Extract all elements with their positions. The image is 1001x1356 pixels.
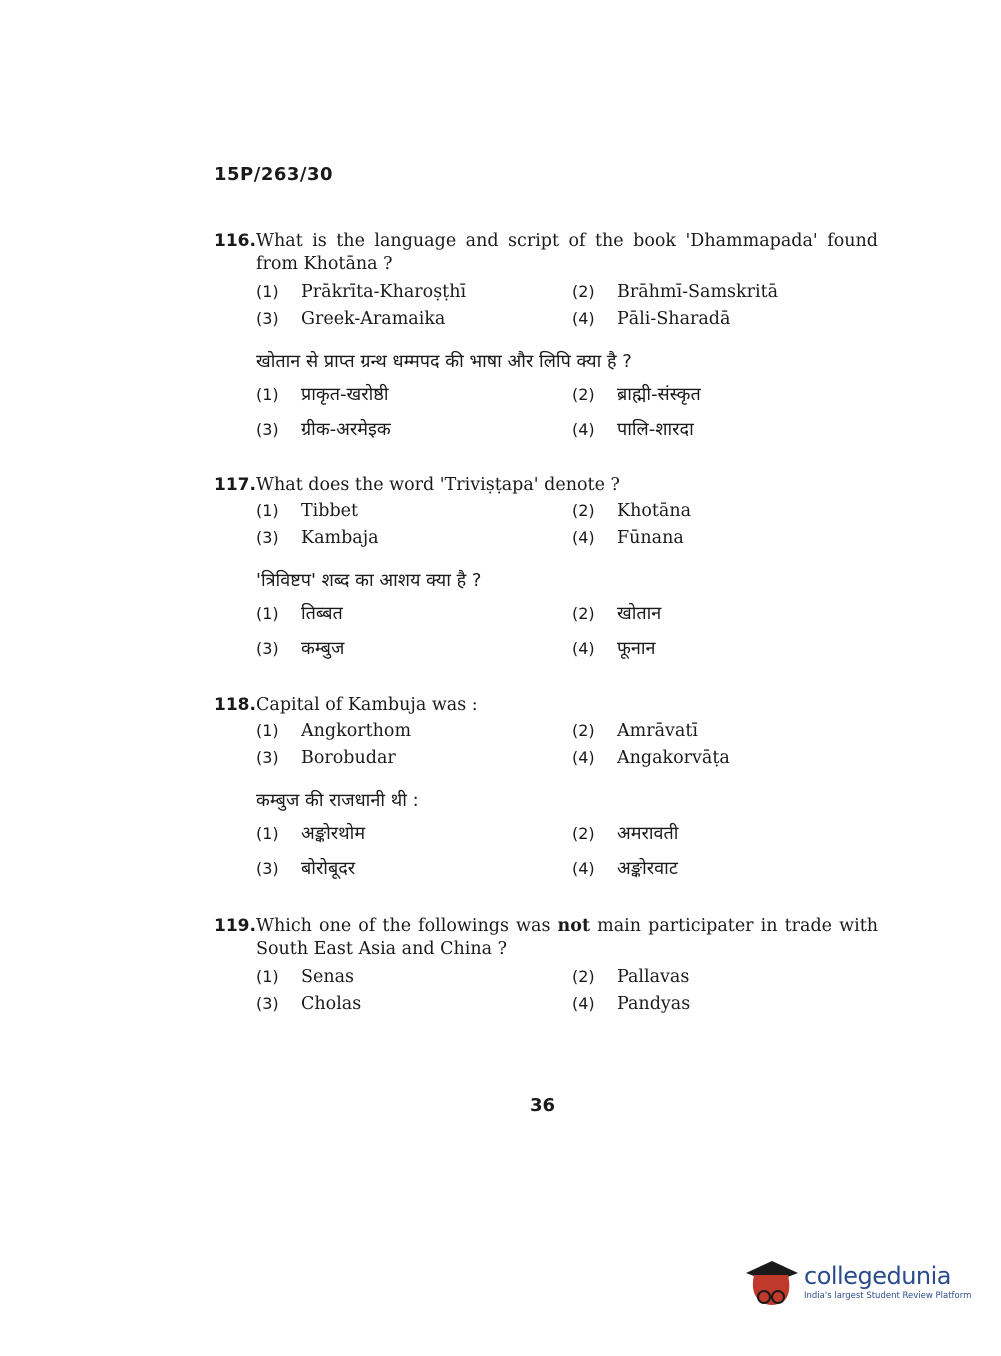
option-number: (1) [256, 824, 279, 843]
option [256, 721, 572, 748]
option-number: (3) [256, 994, 279, 1013]
question-stem-part: main participater in trade with South East Asia and China ? [256, 916, 878, 959]
logo-brand: collegedunia [804, 1262, 952, 1290]
option-number: (2) [572, 721, 595, 740]
option-text: अङ्कोरथोम [301, 823, 366, 844]
option [572, 748, 872, 775]
option [572, 501, 872, 528]
paper-code: 15P/263/30 [214, 164, 334, 185]
option [256, 528, 572, 555]
question-text-en [214, 230, 878, 276]
option-text: तिब्बत [301, 603, 343, 624]
option-number: (2) [572, 604, 595, 623]
question-116 [214, 230, 878, 452]
option-number: (3) [256, 420, 279, 439]
option-number: (1) [256, 385, 279, 404]
option [572, 417, 872, 452]
option-number: (1) [256, 967, 279, 986]
option-text: Pandyas [617, 994, 691, 1014]
option-number: (2) [572, 824, 595, 843]
option-number: (4) [572, 639, 595, 658]
option-text: खोतान [617, 603, 662, 624]
option-text: Khotāna [617, 501, 692, 521]
question-118 [214, 694, 878, 891]
option [572, 821, 872, 856]
question-text-en [214, 474, 878, 497]
option [256, 417, 572, 452]
option [256, 309, 572, 336]
page-number: 36 [530, 1095, 556, 1116]
option-text: फूनान [617, 638, 656, 659]
option-number: (1) [256, 282, 279, 301]
options-en [256, 967, 878, 1021]
option-text: Fūnana [617, 528, 684, 548]
option [256, 382, 572, 417]
option-number: (3) [256, 859, 279, 878]
option-text: Kambaja [301, 528, 379, 548]
option [256, 601, 572, 636]
option [572, 856, 872, 891]
option-text: Brāhmī-Samskritā [617, 282, 779, 302]
question-stem: Capital of Kambuja was : [256, 695, 478, 715]
options-en [256, 721, 878, 775]
option [572, 382, 872, 417]
option-number: (3) [256, 528, 279, 547]
option-text: Greek-Aramaika [301, 309, 446, 329]
options-en [256, 282, 878, 336]
question-text-hi: खोतान से प्राप्त ग्रन्थ धम्मपद की भाषा और लिपि क्या है ? [256, 351, 632, 372]
option-text: अङ्कोरवाट [617, 858, 678, 879]
option [256, 748, 572, 775]
option [572, 309, 872, 336]
question-text-en [214, 694, 878, 717]
option-number: (3) [256, 748, 279, 767]
options-hi [256, 382, 878, 452]
options-hi [256, 821, 878, 891]
question-text-en [214, 915, 878, 961]
option-text: कम्बुज [301, 638, 345, 659]
option-number: (3) [256, 309, 279, 328]
question-text-hi: कम्बुज की राजधानी थी : [256, 790, 419, 811]
option-text: Amrāvatī [617, 721, 698, 741]
option-text: Angakorvāṭa [617, 748, 730, 768]
option-text: Tibbet [301, 501, 359, 521]
option [572, 601, 872, 636]
option-text: Senas [301, 967, 355, 987]
logo-tagline: India's largest Student Review Platform [804, 1291, 972, 1301]
option-number: (4) [572, 309, 595, 328]
option [256, 636, 572, 671]
option-text: Borobudar [301, 748, 396, 768]
option-text: ब्राह्मी-संस्कृत [617, 384, 701, 405]
option [256, 967, 572, 994]
logo-text [804, 1263, 971, 1301]
option-number: (2) [572, 501, 595, 520]
option-text: पालि-शारदा [617, 419, 694, 440]
option [572, 721, 872, 748]
collegedunia-watermark [742, 1252, 972, 1312]
option-text: प्राकृत-खरोष्ठी [301, 384, 389, 405]
question-number: 116. [214, 231, 256, 251]
question-text-hi: 'त्रिविष्टप' शब्द का आशय क्या है ? [256, 570, 482, 591]
option [572, 994, 872, 1021]
question-stem-part: Which one of the followings was [256, 916, 558, 936]
question-number: 117. [214, 475, 256, 495]
question-stem: What does the word 'Triviṣṭapa' denote ? [256, 475, 620, 495]
option-text: बोरोबूदर [301, 858, 356, 879]
option [256, 856, 572, 891]
option [572, 636, 872, 671]
option-number: (3) [256, 639, 279, 658]
option [572, 528, 872, 555]
option-number: (2) [572, 385, 595, 404]
option-number: (1) [256, 721, 279, 740]
question-number: 119. [214, 916, 256, 936]
option-text: अमरावती [617, 823, 679, 844]
options-en [256, 501, 878, 555]
option-number: (1) [256, 501, 279, 520]
option-text: Cholas [301, 994, 362, 1014]
question-number: 118. [214, 695, 256, 715]
option [256, 501, 572, 528]
option-number: (2) [572, 967, 595, 986]
option-text: Pāli-Sharadā [617, 309, 731, 329]
question-stem: What is the language and script of the book 'Dhammapada' found from Khotāna ? [256, 231, 878, 274]
question-117 [214, 474, 878, 671]
option-number: (4) [572, 994, 595, 1013]
option [256, 994, 572, 1021]
option [572, 967, 872, 994]
question-119 [214, 915, 878, 1021]
option-text: Pallavas [617, 967, 690, 987]
option-number: (4) [572, 748, 595, 767]
option [256, 821, 572, 856]
emphasis-not: not [557, 916, 591, 936]
question-stem [256, 915, 878, 961]
option-number: (4) [572, 528, 595, 547]
options-hi [256, 601, 878, 671]
option-number: (1) [256, 604, 279, 623]
option [256, 282, 572, 309]
option-number: (4) [572, 420, 595, 439]
option-text: ग्रीक-अरमेइक [301, 419, 391, 440]
option-text: Prākrīta-Kharoṣṭhī [301, 282, 467, 302]
option-text: Angkorthom [301, 721, 412, 741]
collegedunia-logo-icon [742, 1253, 800, 1311]
option [572, 282, 872, 309]
option-number: (4) [572, 859, 595, 878]
option-number: (2) [572, 282, 595, 301]
